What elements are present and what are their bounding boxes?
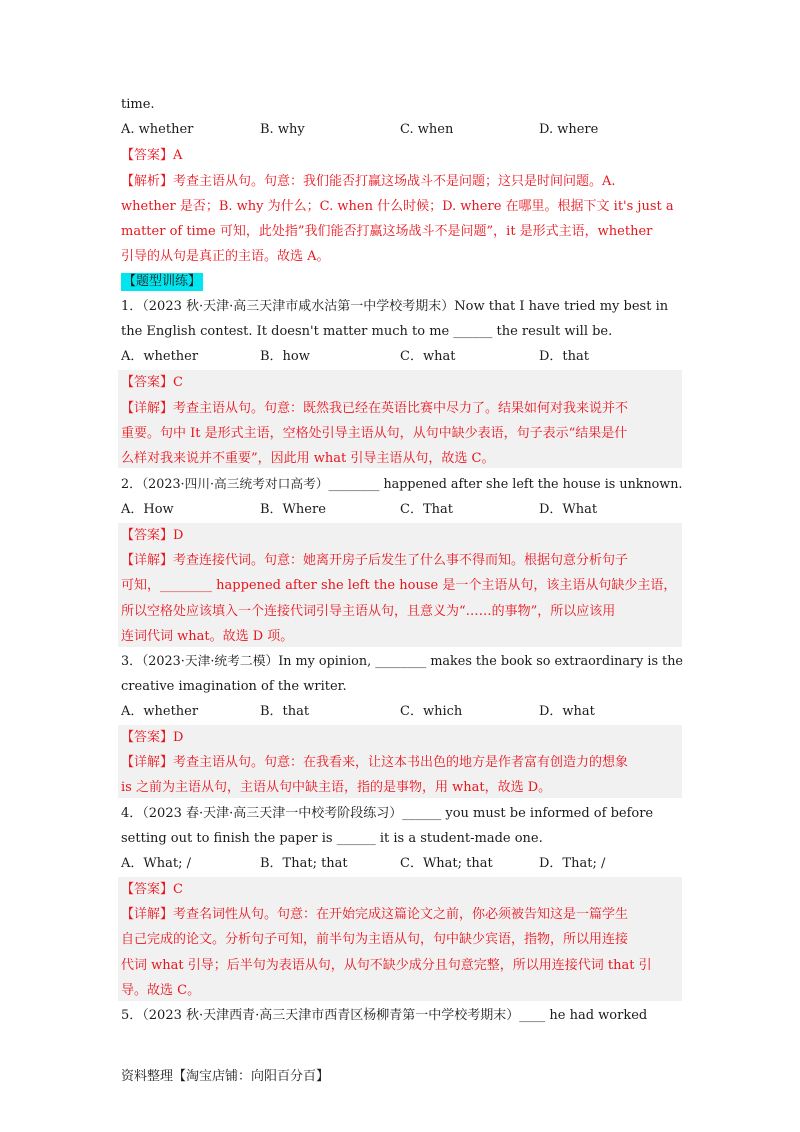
option-c: C．That	[400, 502, 453, 517]
option-b: B. why	[260, 122, 305, 137]
answer-label: 【答案】D	[121, 528, 184, 543]
detail-line: 导。故选 C。	[121, 983, 201, 998]
question-stem: 1．（2023 秋·天津·高三天津市咸水沽第一中学校考期末）Now that I have tried my best in	[121, 299, 669, 314]
question-options	[121, 856, 681, 872]
option-d: D. where	[539, 122, 599, 137]
question-stem: 2．（2023·四川·高三统考对口高考）________ happened after she left the house is unknown.	[121, 477, 683, 492]
option-b: B．that	[260, 704, 310, 719]
detail-line: 代词 what 引导；后半句为表语从句，从句不缺少成分且句意完整，所以用连接代词 that 引	[121, 958, 652, 973]
detail-line: 【详解】考查连接代词。句意：她离开房子后发生了什么事不得而知。根据句意分析句子	[121, 553, 629, 568]
question-stem: 4．（2023 春·天津·高三天津一中校考阶段练习）______ you must be informed of before	[121, 806, 654, 821]
option-a: A. whether	[121, 122, 194, 137]
question-stem: 3．（2023·天津·统考二模）In my opinion, ________ makes the book so extraordinary is the	[121, 654, 683, 669]
intro-analysis-line: matter of time 可知，此处指”我们能否打赢这场战斗不是问题”，it 是形式主语，whether	[121, 224, 653, 239]
detail-line: 么样对我来说并不重要”，因此用 what 引导主语从句，故选 C。	[121, 451, 495, 466]
answer-label: 【答案】D	[121, 730, 184, 745]
detail-line: 【详解】考查名词性从句。句意：在开始完成这篇论文之前，你必须被告知这是一篇学生	[121, 907, 629, 922]
option-c: C．what	[400, 349, 456, 364]
option-b: B．Where	[260, 502, 326, 517]
option-d: D．that	[539, 349, 589, 364]
question-options	[121, 502, 681, 518]
option-b: B．That; that	[260, 856, 348, 871]
detail-line: 自己完成的论文。分析句子可知，前半句为主语从句，句中缺少宾语，指物，所以用连接	[121, 932, 629, 947]
option-a: A．What; /	[121, 856, 191, 871]
question-stem: creative imagination of the writer.	[121, 679, 347, 694]
detail-line: 可知，________ happened after she left the house 是一个主语从句，该主语从句缺少主语，	[121, 578, 677, 593]
detail-line: is 之前为主语从句，主语从句中缺主语，指的是事物，用 what，故选 D。	[121, 780, 552, 795]
detail-line: 重要。句中 It 是形式主语，空格处引导主语从句，从句中缺少表语，句子表示“结果是什	[121, 426, 628, 441]
detail-line: 连词代词 what。故选 D 项。	[121, 629, 294, 644]
option-c: C. when	[400, 122, 454, 137]
question-stem: 5．（2023 秋·天津西青·高三天津市西青区杨柳青第一中学校考期末）____ he had worked	[121, 1008, 648, 1023]
answer-label: 【答案】C	[121, 375, 183, 390]
intro-analysis-line: 【解析】考查主语从句。句意：我们能否打赢这场战斗不是问题；这只是时间问题。A.	[121, 174, 616, 189]
question-options	[121, 349, 681, 365]
question-stem: the English contest. It doesn't matter much to me ______ the result will be.	[121, 324, 613, 339]
intro-options	[121, 122, 681, 138]
option-a: A．whether	[121, 704, 199, 719]
option-d: D．What	[539, 502, 598, 517]
page-footer: 资料整理【淘宝店铺：向阳百分百】	[121, 1069, 330, 1084]
intro-analysis-line: whether 是否；B. why 为什么；C. when 什么时候；D. where 在哪里。根据下文 it's just a	[121, 199, 674, 214]
answer-label: 【答案】C	[121, 882, 183, 897]
option-c: C．which	[400, 704, 463, 719]
detail-line: 所以空格处应该填入一个连接代词引导主语从句，且意义为“……的事物”，所以应该用	[121, 604, 616, 619]
question-stem: setting out to finish the paper is ______ it is a student-made one.	[121, 831, 543, 846]
option-a: A．whether	[121, 349, 199, 364]
option-b: B．how	[260, 349, 310, 364]
option-a: A．How	[121, 502, 174, 517]
option-c: C．What; that	[400, 856, 493, 871]
question-options	[121, 704, 681, 720]
intro-analysis-line: 引导的从句是真正的主语。故选 A。	[121, 249, 330, 264]
option-d: D．That; /	[539, 856, 606, 871]
detail-line: 【详解】考查主语从句。句意：在我看来，让这本书出色的地方是作者富有创造力的想象	[121, 755, 629, 770]
section-tag: 【题型训练】	[123, 274, 202, 289]
option-d: D．what	[539, 704, 595, 719]
detail-line: 【详解】考查主语从句。句意：既然我已经在英语比赛中尽力了。结果如何对我来说并不	[121, 401, 629, 416]
intro-answer: 【答案】A	[121, 148, 183, 163]
question-continuation: time.	[121, 97, 155, 112]
